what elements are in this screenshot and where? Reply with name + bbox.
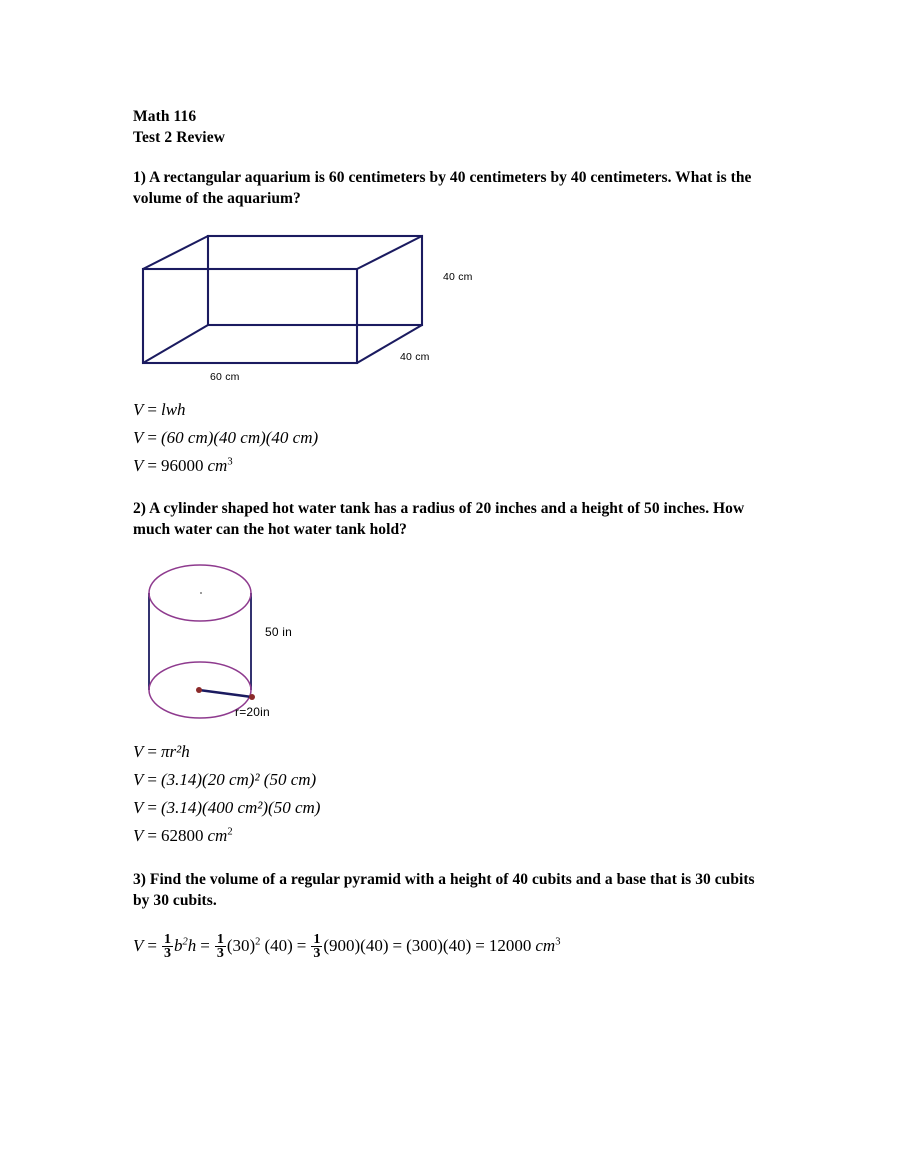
equation-2-line-1: V = πr²h — [133, 742, 190, 761]
equation-1-line-3: V = 96000 $cm^3$ — [133, 456, 233, 475]
figure-cylinder — [135, 555, 335, 735]
equation-2-line-3: V = (3.14)(400 cm²)(50 cm) — [133, 798, 321, 817]
course-title: Math 116 — [133, 108, 197, 125]
fraction-one-third-b: $\frac{1}{3}$ — [216, 931, 224, 961]
document-header — [133, 106, 225, 148]
equation-block-2 — [133, 738, 320, 850]
equation-block-3 — [133, 932, 560, 960]
equation-1-line-1: V = lwh — [133, 400, 186, 419]
box-length-label: 60 cm — [210, 371, 240, 383]
question-2-text: 2) A cylinder shaped hot water tank has a radius of 20 inches and a height of 50 inches. How much water can the hot water tank hold? — [133, 500, 745, 538]
document-subtitle: Test 2 Review — [133, 129, 225, 146]
rectangular-prism-drawing — [130, 225, 490, 390]
box-height-label: 40 cm — [443, 271, 473, 283]
question-1-text: 1) A rectangular aquarium is 60 centimeters by 40 centimeters by 40 centimeters. What is the volume of the aquarium? — [133, 169, 752, 207]
equation-block-1 — [133, 396, 318, 480]
equation-3-line-1: V = $\frac{1}{3}$ $b^2h$ = $\frac{1}{3}$ $(30)^2$ (40) = $\frac{1}{3}$ (900)(40) = (300)(40) = 12000 $cm^3$ — [133, 931, 561, 961]
fraction-one-third-a: $\frac{1}{3}$ — [163, 931, 171, 961]
cylinder-radius-label: r=20in — [235, 705, 270, 719]
equation-1-line-2: V = (60 cm)(40 cm)(40 cm) — [133, 428, 319, 447]
equation-2-line-4: V = 62800 $cm^2$ — [133, 826, 233, 845]
question-3-text: 3) Find the volume of a regular pyramid with a height of 40 cubits and a base that is 30 cubits by 30 cubits. — [133, 871, 755, 909]
cylinder-height-label: 50 in — [265, 625, 293, 639]
figure-rectangular-prism — [130, 225, 490, 390]
equation-2-line-2: V = (3.14)(20 cm)² (50 cm) — [133, 770, 317, 789]
fraction-one-third-c: $\frac{1}{3}$ — [313, 931, 321, 961]
box-depth-label: 40 cm — [400, 351, 430, 363]
